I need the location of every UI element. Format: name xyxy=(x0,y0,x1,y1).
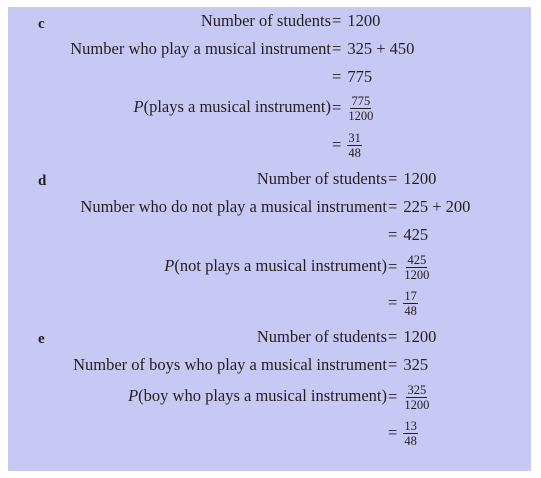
fraction-numerator: 775 xyxy=(351,94,371,108)
probability-symbol: P xyxy=(133,97,144,116)
part-d-line-3-value: 425 xyxy=(403,225,429,244)
part-d-line-4-lhs xyxy=(164,255,387,277)
part-c-line-3-value: 775 xyxy=(347,67,373,86)
probability-symbol: P xyxy=(164,256,175,275)
part-d-line-5 xyxy=(8,289,529,318)
part-e-line-1-lhs: Number of students xyxy=(256,327,387,346)
equals-sign: = xyxy=(388,197,398,216)
part-d-line-2-lhs: Number who do not play a musical instrument xyxy=(80,197,387,216)
fraction-denominator: 48 xyxy=(404,434,417,448)
equals-sign: = xyxy=(388,355,398,374)
part-c-line-2-value: 325 + 450 xyxy=(347,39,415,58)
part-e-line-3-lhs xyxy=(128,385,387,407)
probability-symbol: P xyxy=(128,386,139,405)
fraction xyxy=(403,290,418,317)
fraction xyxy=(347,132,362,159)
part-d-line-2-value: 225 + 200 xyxy=(403,197,471,216)
equals-sign: = xyxy=(388,327,398,346)
equals-sign: = xyxy=(388,423,398,443)
fraction xyxy=(403,254,430,281)
part-c-line-2-lhs: Number who play a musical instrument xyxy=(70,39,331,58)
part-e-line-4-rhs xyxy=(388,421,418,448)
fraction-numerator: 425 xyxy=(407,253,427,267)
part-d-line-4-rhs xyxy=(388,255,430,282)
part-c-line-1-value: 1200 xyxy=(347,11,381,30)
equals-sign: = xyxy=(388,293,398,313)
solution-panel xyxy=(8,7,531,471)
fraction-denominator: 1200 xyxy=(404,268,430,282)
part-d-line-1-value: 1200 xyxy=(403,169,437,188)
part-d-line-2-rhs xyxy=(388,196,470,218)
part-d-line-2 xyxy=(8,196,529,218)
part-d-label: d xyxy=(38,173,47,189)
fraction xyxy=(403,420,418,447)
fraction-numerator: 31 xyxy=(348,131,361,145)
equals-sign: = xyxy=(388,169,398,188)
part-c-line-1-lhs: Number of students xyxy=(200,11,331,30)
part-e-line-1-rhs xyxy=(388,326,436,348)
part-c-line-4 xyxy=(8,94,529,123)
equals-sign: = xyxy=(332,11,342,30)
part-c-line-5 xyxy=(8,131,529,160)
part-c-label: c xyxy=(38,16,45,32)
fraction-numerator: 13 xyxy=(404,419,417,433)
equals-sign: = xyxy=(332,39,342,58)
part-c-line-4-lhs xyxy=(133,96,331,118)
part-c-line-1 xyxy=(8,10,529,32)
equals-sign: = xyxy=(388,387,398,407)
equals-sign: = xyxy=(388,257,398,277)
part-d-line-1-lhs: Number of students xyxy=(256,169,387,188)
part-c-line-4-event: (plays a musical instrument) xyxy=(143,97,331,116)
part-e-line-2-rhs xyxy=(388,354,428,376)
part-e-line-4 xyxy=(8,419,529,448)
part-d-line-1 xyxy=(8,168,529,190)
fraction xyxy=(347,95,374,122)
part-c-line-4-rhs xyxy=(332,96,374,123)
equals-sign: = xyxy=(332,67,342,86)
part-d-line-4-event: (not plays a musical instrument) xyxy=(174,256,387,275)
part-d-line-3 xyxy=(8,224,529,246)
part-d-line-3-rhs xyxy=(388,224,428,246)
equals-sign: = xyxy=(332,98,342,118)
part-c-line-1-rhs xyxy=(332,10,380,32)
part-e-line-2-lhs: Number of boys who play a musical instrument xyxy=(73,355,387,374)
part-d-line-1-rhs xyxy=(388,168,436,190)
part-c-line-3 xyxy=(8,66,529,88)
equals-sign: = xyxy=(332,135,342,155)
part-e-line-3-event: (boy who plays a musical instrument) xyxy=(138,386,387,405)
fraction xyxy=(403,384,430,411)
part-e-line-3 xyxy=(8,383,529,412)
equals-sign: = xyxy=(388,225,398,244)
part-e-line-1-value: 1200 xyxy=(403,327,437,346)
part-c-line-3-rhs xyxy=(332,66,372,88)
fraction-denominator: 1200 xyxy=(348,109,374,123)
fraction-numerator: 325 xyxy=(407,383,427,397)
fraction-denominator: 1200 xyxy=(404,398,430,412)
part-e-line-1 xyxy=(8,326,529,348)
part-e-line-3-rhs xyxy=(388,385,430,412)
fraction-denominator: 48 xyxy=(348,146,361,160)
fraction-denominator: 48 xyxy=(404,304,417,318)
part-c-line-5-rhs xyxy=(332,133,362,160)
fraction-numerator: 17 xyxy=(404,289,417,303)
part-d-line-4 xyxy=(8,253,529,282)
part-c-line-2 xyxy=(8,38,529,60)
part-e-label: e xyxy=(38,331,45,347)
part-e-line-2-value: 325 xyxy=(403,355,429,374)
part-d-line-5-rhs xyxy=(388,291,418,318)
part-e-line-2 xyxy=(8,354,529,376)
part-c-line-2-rhs xyxy=(332,38,414,60)
